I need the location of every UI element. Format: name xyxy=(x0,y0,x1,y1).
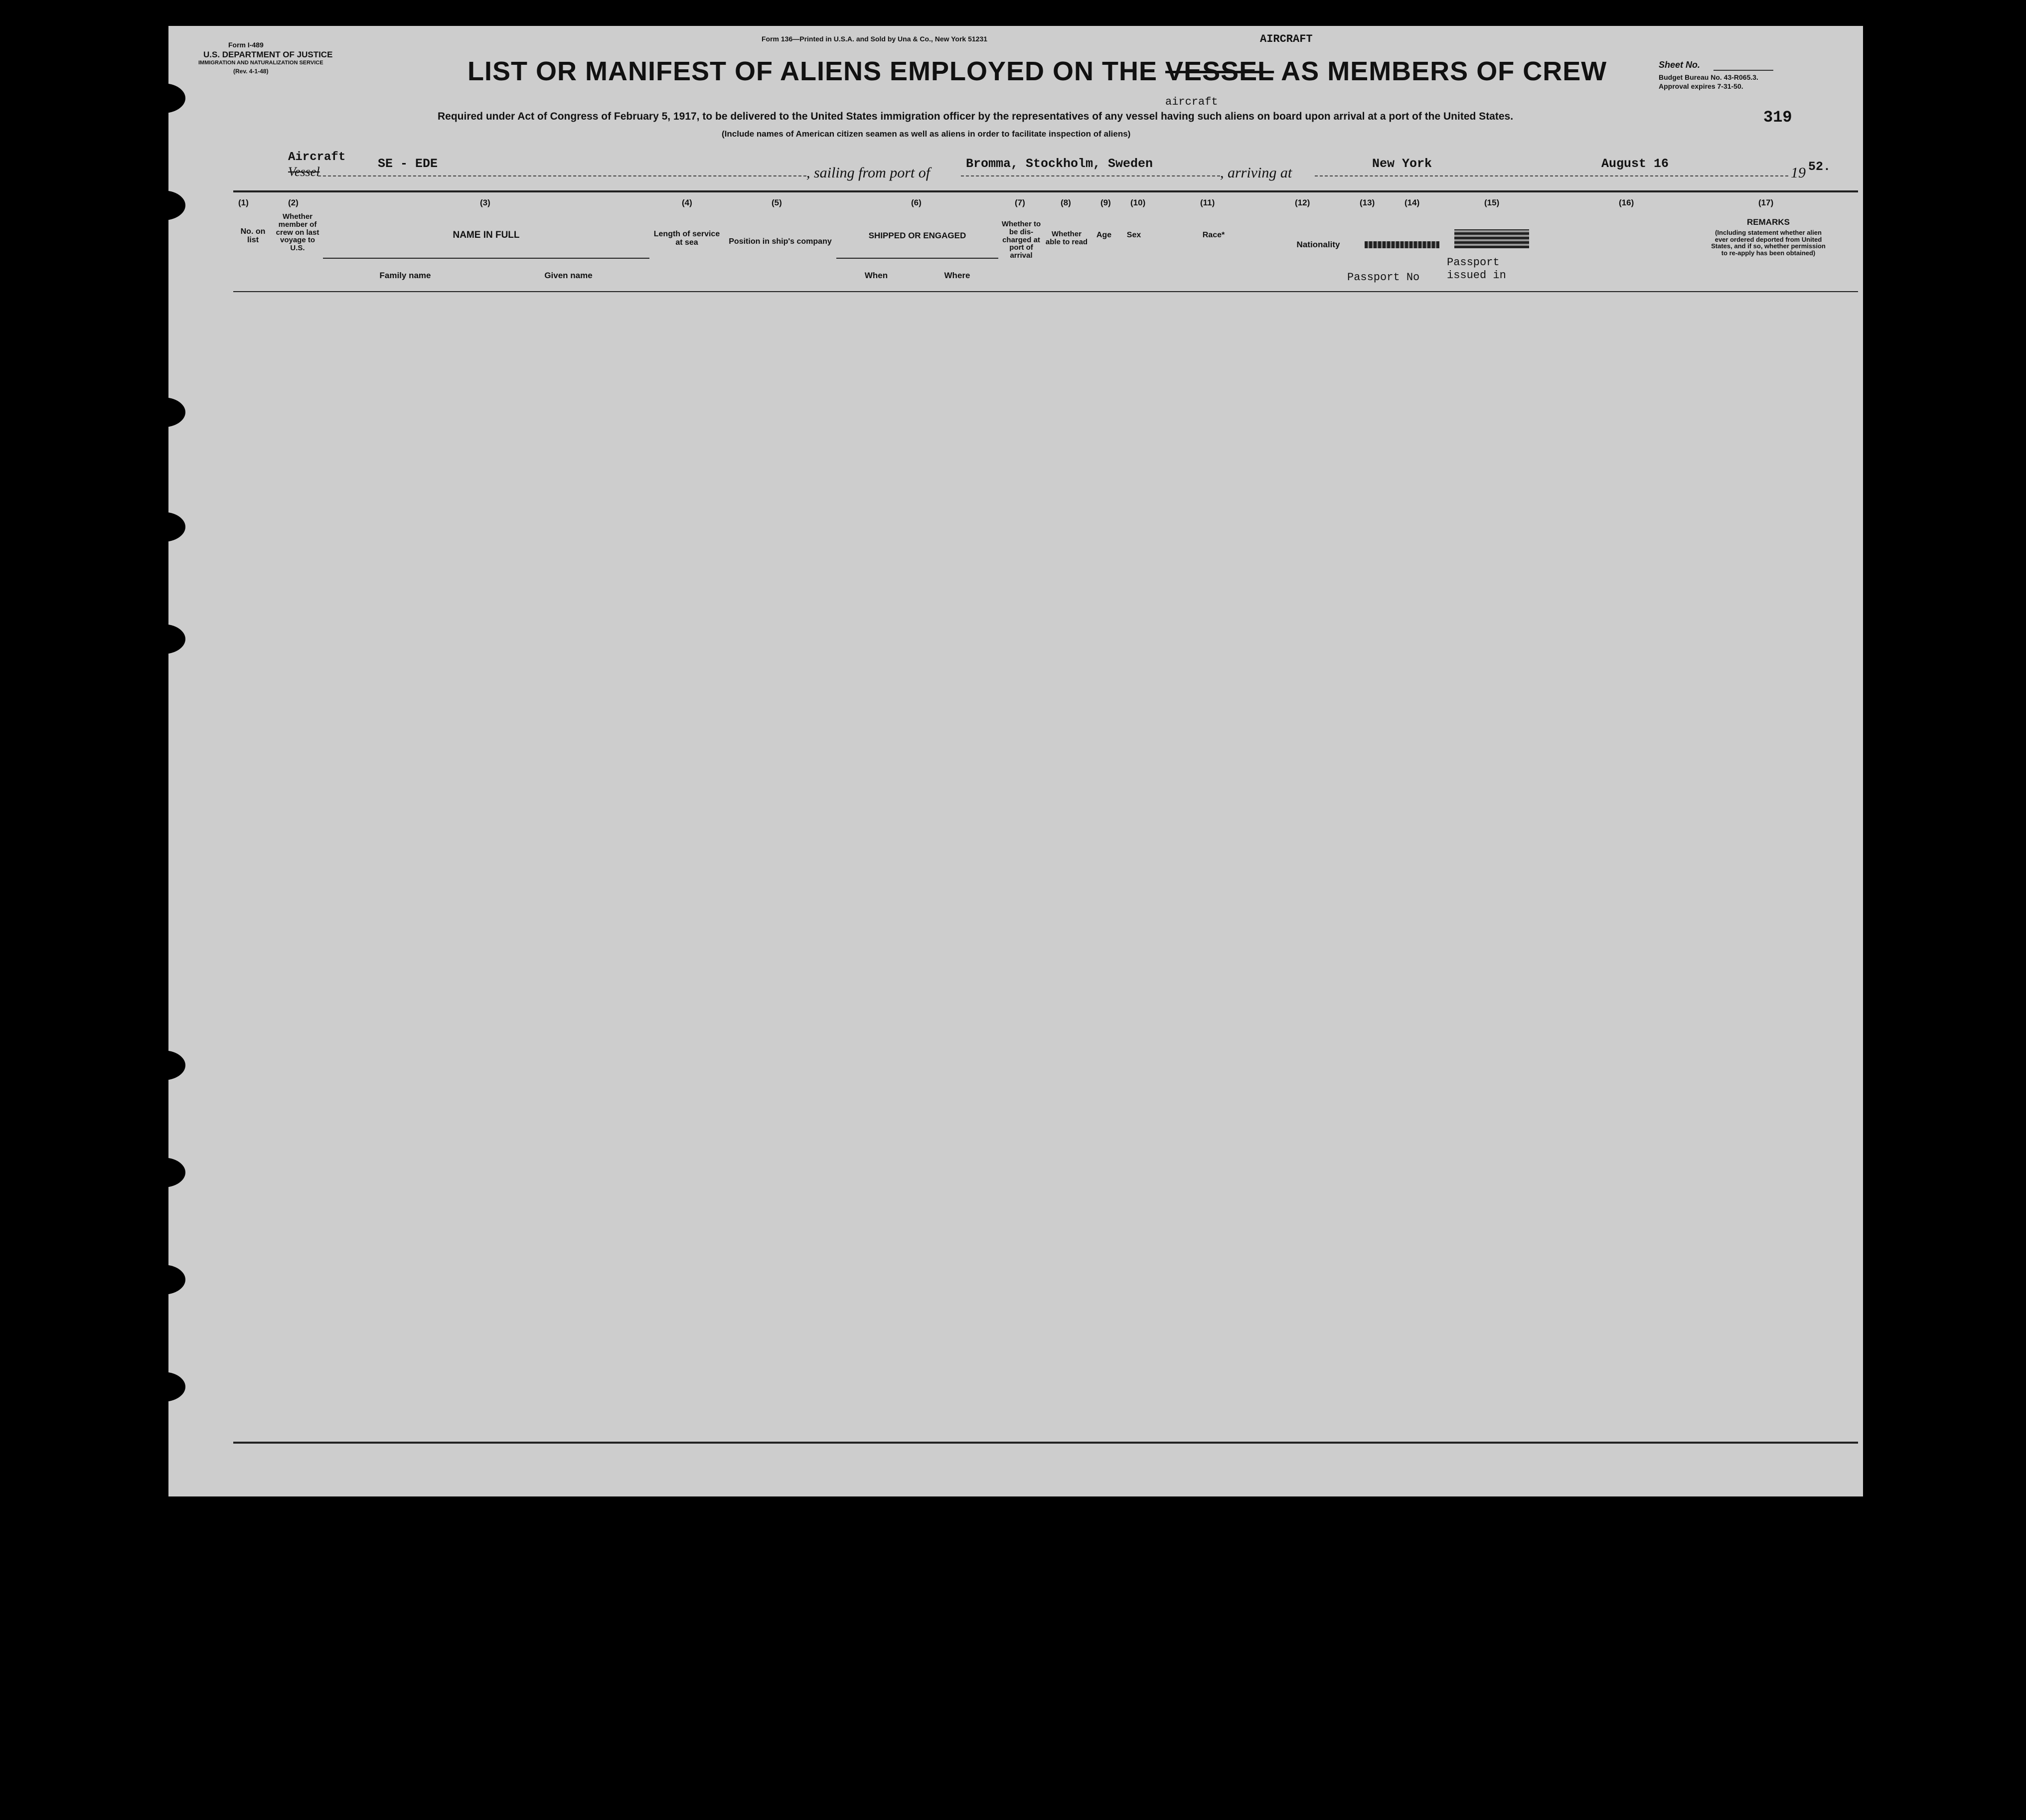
col-header-sex: Sex xyxy=(1126,231,1141,239)
col-num-16: (16) xyxy=(1619,198,1634,207)
required-line: Required under Act of Congress of February 5, 1917, to be delivered to the United States immigration officer by the representatives of any vessel having such aliens on board upon arrival at a port of the United States. xyxy=(438,111,1514,122)
table-bottom-rule xyxy=(233,1442,1858,1444)
aircraft-overprint: AIRCRAFT xyxy=(1260,33,1313,45)
service-name: IMMIGRATION AND NATURALIZATION SERVICE xyxy=(198,60,323,66)
col-header-remarks-note: (Including statement whether alien ever ordered deported from United States, and if so, whether permission to re-apply has been obtained) xyxy=(1711,229,1826,257)
col-num-11: (11) xyxy=(1200,198,1215,207)
col-num-7: (7) xyxy=(1015,198,1025,207)
arriving-label: , arriving at xyxy=(1220,165,1292,181)
struck-heading-15 xyxy=(1454,229,1529,248)
title-part-b: AS MEMBERS OF CREW xyxy=(1281,56,1607,86)
header-bottom-rule xyxy=(233,291,1858,292)
from-port-dotline xyxy=(961,175,1220,176)
col-header-prev-voyage: Whether member of crew on last voyage to U.S. xyxy=(276,212,319,252)
approval-expiry: Approval expires 7-31-50. xyxy=(1659,82,1743,90)
punch-hole xyxy=(141,1265,185,1295)
col-num-10: (10) xyxy=(1130,198,1146,207)
form-revision: (Rev. 4-1-48) xyxy=(233,68,269,75)
col-header-where: Where xyxy=(944,271,970,280)
col-num-3: (3) xyxy=(480,198,490,207)
page-number: 319 xyxy=(1763,108,1792,127)
table-top-rule xyxy=(233,190,1858,192)
punch-hole xyxy=(141,512,185,542)
punch-hole xyxy=(141,83,185,113)
col-header-when: When xyxy=(864,271,888,280)
manifest-title xyxy=(468,56,1607,87)
include-line: (Include names of American citizen seamen as well as aliens in order to facilitate inspection of aliens) xyxy=(722,129,1131,139)
punch-hole xyxy=(141,1372,185,1402)
vessel-dotline xyxy=(318,175,806,176)
budget-bureau: Budget Bureau No. 43-R065.3. xyxy=(1659,73,1758,81)
punch-hole xyxy=(141,397,185,427)
from-port: Bromma, Stockholm, Sweden xyxy=(966,157,1153,171)
col-header-nationality: Nationality xyxy=(1296,240,1340,249)
col-num-15: (15) xyxy=(1484,198,1500,207)
sailing-label: , sailing from port of xyxy=(806,165,931,181)
punch-hole xyxy=(141,1158,185,1187)
shipped-subheader-rule xyxy=(836,258,998,259)
col-num-13: (13) xyxy=(1360,198,1375,207)
col-header-age: Age xyxy=(1096,231,1112,239)
col-header-race: Race* xyxy=(1202,231,1225,239)
col-num-5: (5) xyxy=(772,198,782,207)
col-num-14: (14) xyxy=(1404,198,1420,207)
vessel-label: Vessel xyxy=(288,165,320,179)
title-vessel-struck: VESSEL xyxy=(1165,56,1274,86)
col-num-1: (1) xyxy=(238,198,249,207)
col-num-8: (8) xyxy=(1061,198,1071,207)
year-prefix: 19 xyxy=(1791,165,1806,181)
col-num-17: (17) xyxy=(1758,198,1774,207)
punch-hole xyxy=(141,1050,185,1080)
col-header-passport: Passport No xyxy=(1347,271,1420,284)
col-header-given: Given name xyxy=(544,271,593,280)
arriving-port: New York xyxy=(1372,157,1432,171)
col-header-discharged: Whether to be dis-charged at port of arrival xyxy=(1001,220,1041,260)
year-suffix: 52. xyxy=(1808,160,1831,174)
aircraft-insert: aircraft xyxy=(1165,96,1218,108)
col-num-4: (4) xyxy=(682,198,692,207)
col-header-read: Whether able to read xyxy=(1045,230,1088,246)
manifest-sheet xyxy=(168,26,1863,1496)
col-header-issued: Passport issued in xyxy=(1447,256,1506,282)
printer-line: Form 136—Printed in U.S.A. and Sold by Una & Co., New York 51231 xyxy=(762,35,988,43)
col-num-2: (2) xyxy=(288,198,299,207)
sheet-no-label: Sheet No. xyxy=(1659,60,1701,70)
sheet-no-line xyxy=(1714,70,1773,71)
aircraft-label: Aircraft xyxy=(288,151,346,164)
col-header-shipped: SHIPPED OR ENGAGED xyxy=(868,231,966,240)
col-header-name: NAME IN FULL xyxy=(453,230,520,240)
struck-heading-13 xyxy=(1365,241,1439,248)
aircraft-id: SE - EDE xyxy=(378,157,438,171)
col-header-position: Position in ship's company xyxy=(729,237,832,246)
punch-hole xyxy=(141,190,185,220)
col-header-no: No. on list xyxy=(240,227,266,244)
col-header-length: Length of service at sea xyxy=(653,230,720,247)
col-header-remarks: REMARKS xyxy=(1747,217,1790,227)
col-header-family: Family name xyxy=(379,271,431,280)
col-num-9: (9) xyxy=(1100,198,1111,207)
department: U.S. DEPARTMENT OF JUSTICE xyxy=(203,50,333,59)
col-num-6: (6) xyxy=(911,198,922,207)
arrival-date: August 16 xyxy=(1601,157,1669,171)
col-num-12: (12) xyxy=(1295,198,1310,207)
arriving-dotline xyxy=(1315,175,1788,176)
name-subheader-rule xyxy=(323,258,649,259)
title-part-a: LIST OR MANIFEST OF ALIENS EMPLOYED ON THE xyxy=(468,56,1158,86)
punch-hole xyxy=(141,624,185,654)
form-number: Form I-489 xyxy=(228,41,264,49)
